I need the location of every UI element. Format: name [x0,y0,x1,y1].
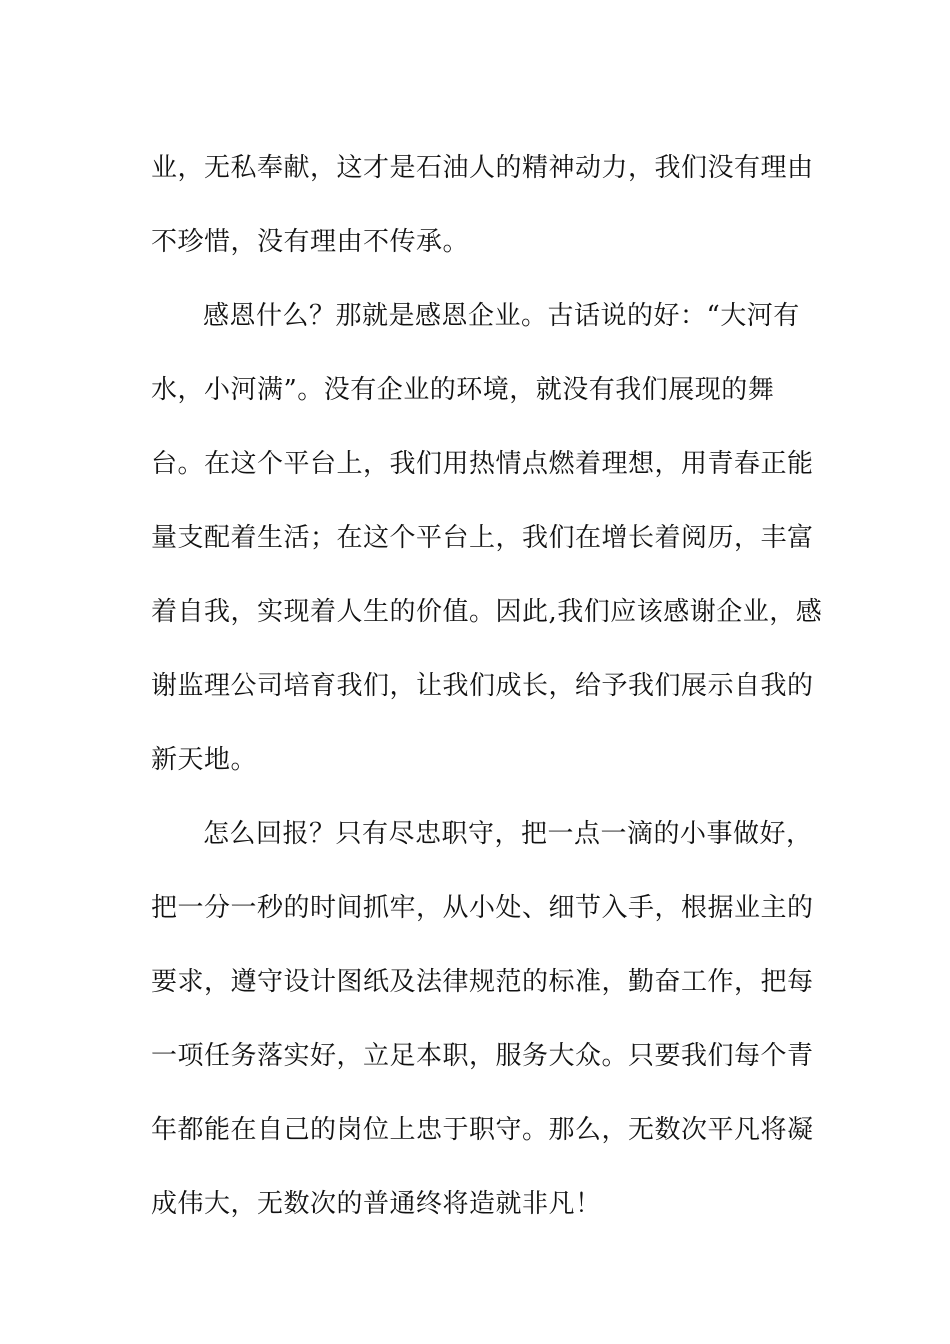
text-line: 年都能在自己的岗位上忠于职守。那么，无数次平凡将凝 [151,1114,814,1145]
text-line: 把一分一秒的时间抓牢，从小处、细节入手，根据业主的 [151,892,814,923]
text-line: 台。在这个平台上，我们用热情点燃着理想，用青春正能 [151,448,814,479]
text-line: 成伟大，无数次的普通终将造就非凡！ [151,1188,602,1219]
text-line: 谢监理公司培育我们，让我们成长，给予我们展示自我的 [151,670,814,701]
text-line: 水，小河满”。没有企业的环境，就没有我们展现的舞 [151,374,775,405]
text-line: 业，无私奉献，这才是石油人的精神动力，我们没有理由 [151,152,814,183]
body-text [151,128,823,1238]
text-line: 要求，遵守设计图纸及法律规范的标准，勤奋工作，把每 [151,966,814,997]
text-line: 新天地。 [151,744,258,775]
text-line: 量支配着生活；在这个平台上，我们在增长着阅历，丰富 [151,522,814,553]
paragraph-start-line: 感恩什么？那就是感恩企业。古话说的好：“大河有 [203,300,800,331]
text-line: 不珍惜，没有理由不传承。 [151,226,470,257]
text-line: 一项任务落实好，立足本职，服务大众。只要我们每个青 [151,1040,814,1071]
paragraph-start-line: 怎么回报？只有尽忠职守，把一点一滴的小事做好， [203,818,813,849]
text-line: 着自我，实现着人生的价值。因此,我们应该感谢企业，感 [151,596,823,627]
